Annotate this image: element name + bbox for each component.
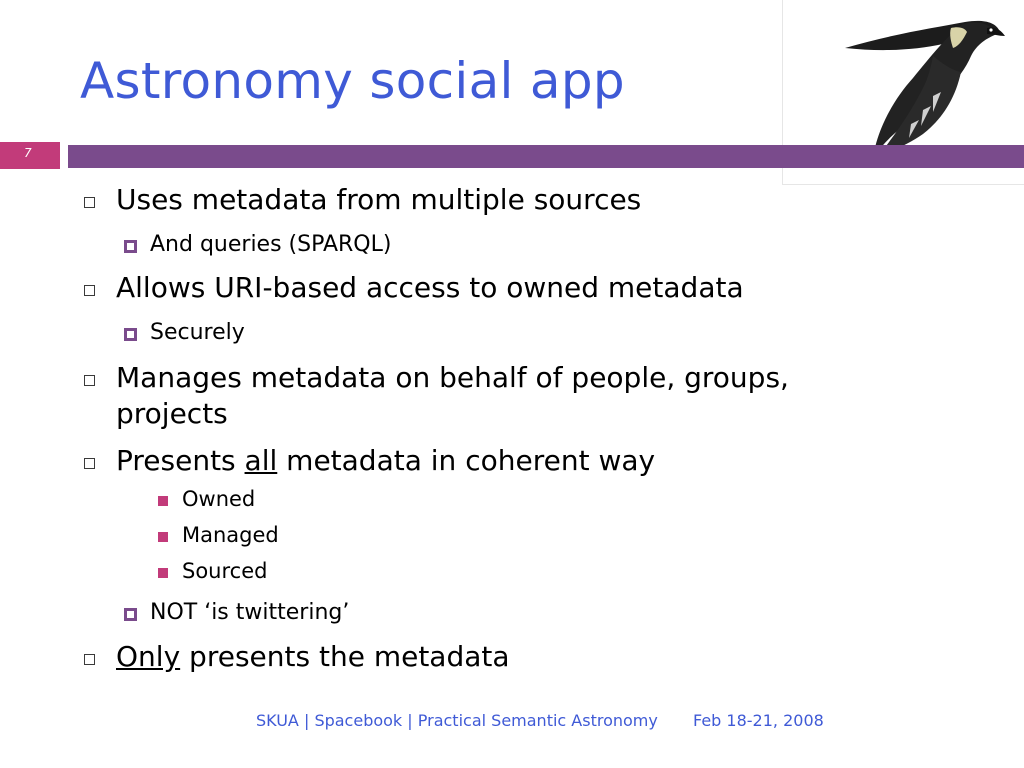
bullet-queries-sparql: And queries (SPARQL) [150, 232, 392, 257]
hollow-square-bullet-icon [84, 197, 95, 208]
square-bullet-icon [124, 328, 137, 341]
square-bullet-icon [124, 608, 137, 621]
hollow-square-bullet-icon [84, 458, 95, 469]
bullet-securely: Securely [150, 320, 245, 345]
filled-square-bullet-icon [158, 496, 168, 506]
text-segment: presents the metadata [180, 640, 510, 673]
text-segment: metadata in coherent way [277, 444, 656, 477]
bullet-sourced: Sourced [182, 559, 268, 583]
emphasis-only: Only [116, 640, 181, 673]
bullet-not-twittering: NOT ‘is twittering’ [150, 600, 350, 625]
filled-square-bullet-icon [158, 568, 168, 578]
slide-number: 7 [24, 146, 32, 160]
hollow-square-bullet-icon [84, 285, 95, 296]
bullet-managed: Managed [182, 523, 279, 547]
bullet-manages-metadata-line2: projects [116, 397, 228, 430]
hollow-square-bullet-icon [84, 654, 95, 665]
bullet-uses-metadata: Uses metadata from multiple sources [116, 183, 642, 216]
filled-square-bullet-icon [158, 532, 168, 542]
square-bullet-icon [124, 240, 137, 253]
bullet-only-presents [116, 640, 510, 673]
text-segment: Presents [116, 444, 245, 477]
bullet-manages-metadata-line1: Manages metadata on behalf of people, groups, [116, 361, 789, 394]
footer-title: SKUA | Spacebook | Practical Semantic Astronomy [256, 711, 658, 730]
bullet-owned: Owned [182, 487, 256, 511]
slide-title: Astronomy social app [80, 52, 625, 110]
bullet-uri-access: Allows URI-based access to owned metadata [116, 271, 744, 304]
footer-date: Feb 18-21, 2008 [693, 711, 824, 730]
emphasis-all: all [244, 444, 278, 477]
bullet-presents-all [116, 444, 655, 477]
hollow-square-bullet-icon [84, 375, 95, 386]
